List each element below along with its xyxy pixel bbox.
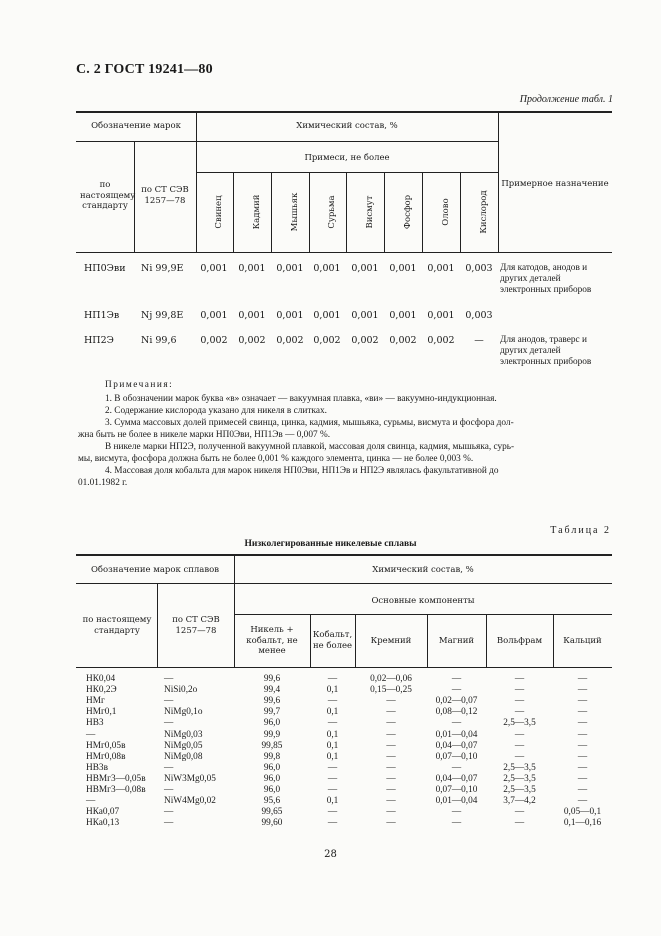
t2-row-value: — [386,730,396,740]
t1-row-value: 0,001 [276,263,304,274]
t2-row-value: 0,1 [326,796,339,806]
t1-col-chem: Химический состав, % [296,121,398,131]
t2-row-value: — [386,807,396,817]
page-header: С. 2 ГОСТ 19241—80 [76,62,213,77]
t2-row-value: 99,4 [263,685,281,695]
table2-caption: Таблица 2 [550,525,611,536]
t2-row-value: — [164,718,174,728]
t1-row-value: 0,001 [313,263,341,274]
note-line-1: 1. В обозначении марок буква «в» означает — вакуумная плавка, «ви» — вакуумно-индукционная. [105,394,497,404]
t2-row-value: — [577,774,588,784]
t1-row-value: 0,003 [465,263,493,274]
t2-row-value: — [514,707,525,717]
t2-row-value: NiMg0,08 [164,752,203,762]
t2-row-value: — [386,818,396,828]
t2-row-value: — [327,818,338,828]
page-number: 28 [324,849,337,860]
notes-title: Примечания: [105,380,174,390]
t2-row-value: 2,5—3,5 [503,785,536,795]
t2-row-value: — [577,707,588,717]
t2-row-value: — [577,685,588,695]
t2-row-mark: НМг0,1 [86,707,117,717]
t2-row-value: 99,85 [261,741,283,751]
t2-row-value: NiSi0,2o [164,685,198,695]
t1-el-2: Мышьяк [290,192,300,232]
t1-row-value: 0,001 [313,310,341,321]
t2-row-mark: НКа0,07 [86,807,120,817]
t1-row-value: 0,001 [427,310,455,321]
t1-row-value: 0,001 [351,263,379,274]
t2-row-value: — [164,696,174,706]
t2-row-mark: НК0,2Э [86,685,117,695]
t2-comp-4: Вольфрам [496,636,543,646]
t2-row-value: 0,1 [326,741,339,751]
t2-row-value: — [386,718,396,728]
t2-row-value: — [164,763,174,773]
t2-row-value: 0,07—0,10 [435,785,478,795]
t2-row-mark: НМг0,05в [86,741,126,751]
t2-row-value: 96,0 [263,774,281,784]
t2-row-value: — [386,785,396,795]
t2-row-mark: НВМг3—0,08в [86,785,146,795]
t2-row-value: — [164,807,174,817]
t2-row-value: — [514,674,525,684]
t2-row-value: 99,65 [261,807,283,817]
t2-row-value: — [577,796,588,806]
t2-row-value: — [451,718,462,728]
t2-row-value: — [327,763,338,773]
t1-row-st: Ni 99,6 [141,335,177,346]
t2-row-value: 0,1 [326,707,339,717]
t2-row-value: — [386,752,396,762]
t2-row-value: — [386,774,396,784]
t1-row-st: Nj 99,8E [141,310,184,321]
t2-row-value: — [577,696,588,706]
t1-row-value: 0,002 [351,335,379,346]
t2-row-value: — [577,741,588,751]
t2-comp-2: Кремний [370,636,412,646]
t2-row-value: 0,08—0,12 [435,707,478,717]
t2-row-value: — [386,707,396,717]
t2-row-value: 0,04—0,07 [435,741,478,751]
table2-title: Низколегированные никелевые сплавы [244,539,417,549]
t2-row-value: 0,1 [326,752,339,762]
t2-row-value: — [577,674,588,684]
t2-row-value: 2,5—3,5 [503,774,536,784]
t1-el-5: Фосфор [403,194,413,230]
t1-el-6: Олово [441,198,451,226]
t1-el-3: Сурьма [327,195,337,229]
t1-row-value: 0,002 [238,335,266,346]
t2-row-value: 99,60 [261,818,283,828]
t1-row-value: 0,001 [351,310,379,321]
t2-row-value: — [451,807,462,817]
t2-row-value: 99,8 [263,752,281,762]
t1-row-purpose: Для катодов, анодов и других деталей электронных приборов [500,263,592,295]
continuation-label: Продолжение табл. 1 [519,94,613,105]
t1-row-value: — [474,335,484,346]
t2-row-value: — [514,741,525,751]
t2-row-mark: НК0,04 [86,674,116,684]
t2-row-mark: НКа0,13 [86,818,120,828]
t1-row-value: 0,001 [238,263,266,274]
t2-row-value: 0,02—0,06 [370,674,412,684]
t1-row-mark: НП1Эв [84,310,120,321]
t1-col-purpose: Примерное назначение [501,179,609,189]
t2-row-value: — [514,696,525,706]
t2-row-value: 0,1 [326,685,339,695]
t2-col-marks: Обозначение марок сплавов [90,565,220,575]
t2-comp-1: Кобальт, не более [312,630,353,651]
t2-row-value: 0,05—0,1 [563,807,602,817]
t2-row-value: — [327,674,338,684]
t2-row-value: — [164,674,174,684]
t2-row-value: — [164,785,174,795]
t2-row-value: — [514,807,525,817]
t1-row-value: 0,002 [427,335,455,346]
t2-col-main: Основные компоненты [371,596,475,606]
t2-row-value: 99,6 [263,696,281,706]
t2-row-value: NiMg0,03 [164,730,203,740]
note-line-4: жна быть не более в никеле марки НП0Эви, НП1Эв — 0,007 %. [78,430,331,440]
t2-row-value: 99,6 [263,674,281,684]
t1-row-value: 0,001 [389,310,417,321]
t2-row-value: 99,7 [263,707,281,717]
t2-row-value: 0,07—0,10 [435,752,478,762]
t2-row-value: — [577,785,588,795]
t2-row-value: 0,04—0,07 [435,774,478,784]
t1-col-marks: Обозначение марок [91,121,181,131]
t1-row-purpose: Для анодов, траверс и других деталей электронных приборов [500,335,592,367]
t1-row-value: 0,002 [200,335,228,346]
t2-col-chem: Химический состав, % [372,565,474,575]
t2-row-value: — [164,818,174,828]
t1-row-value: 0,001 [200,310,228,321]
t2-row-value: 0,01—0,04 [435,796,478,806]
t1-el-4: Висмут [365,195,375,229]
t2-row-value: 0,1 [326,730,339,740]
t1-row-value: 0,001 [389,263,417,274]
t2-comp-0: Никель + кобальт, не менее [246,625,298,656]
t2-row-value: NiW3Mg0,05 [164,774,216,784]
t2-row-value: — [514,818,525,828]
t1-row-value: 0,003 [465,310,493,321]
t1-row-mark: НП2Э [84,335,114,346]
t2-row-value: 2,5—3,5 [503,763,536,773]
t2-row-value: 2,5—3,5 [503,718,536,728]
t2-row-value: — [514,730,525,740]
t1-row-value: 0,002 [276,335,304,346]
t2-row-value: — [577,763,588,773]
t2-row-value: — [386,763,396,773]
t2-row-value: 96,0 [263,785,281,795]
t1-row-st: Ni 99,9E [141,263,184,274]
t2-row-value: 0,01—0,04 [435,730,478,740]
t2-row-value: — [327,785,338,795]
note-line-8: 01.01.1982 г. [78,478,128,488]
t1-row-value: 0,002 [313,335,341,346]
t2-row-value: — [386,796,396,806]
t2-row-mark: НМг [86,696,105,706]
t2-row-value: 0,02—0,07 [435,696,478,706]
t2-row-value: — [577,752,588,762]
t1-col-st: по СТ СЭВ 1257—78 [141,185,189,206]
t1-row-value: 0,001 [238,310,266,321]
t2-row-value: NiMg0,1o [164,707,203,717]
t2-row-value: 96,0 [263,718,281,728]
t1-col-impurities: Примеси, не более [304,153,390,163]
t2-comp-3: Магний [438,636,475,646]
note-line-7: 4. Массовая доля кобальта для марок никеля НП0Эви, НП1Эв и НП2Э являлась факультативной до [105,466,499,476]
t2-col-current: по настоящему стандарту [82,615,152,636]
t1-row-value: 0,001 [200,263,228,274]
t2-row-value: — [327,718,338,728]
note-line-2: 2. Содержание кислорода указано для никеля в слитках. [105,406,327,416]
t2-row-mark: — [86,796,96,806]
note-line-3: 3. Сумма массовых долей примесей свинца, цинка, кадмия, мышьяка, сурьмы, висмута и фосфора дол- [105,418,514,428]
t2-row-value: 3,7—4,2 [503,796,536,806]
t2-row-value: — [451,674,462,684]
t1-row-mark: НП0Эви [84,263,126,274]
note-line-6: мы, висмута, фосфора должна быть не более 0,001 % каждого элемента, цинка — не более 0,003 %. [78,454,474,464]
t2-row-value: — [451,818,462,828]
t2-row-value: — [514,685,525,695]
t2-row-value: NiW4Mg0,02 [164,796,216,806]
t2-row-mark: НВ3в [86,763,108,773]
t2-row-value: 95,6 [263,796,281,806]
t2-row-value: 96,0 [263,763,281,773]
t2-row-value: — [514,752,525,762]
t1-el-7: Кислород [479,190,489,234]
t2-row-value: — [327,774,338,784]
t1-el-0: Свинец [214,195,224,229]
t2-row-value: — [577,730,588,740]
t2-col-st: по СТ СЭВ 1257—78 [172,615,220,636]
t2-row-value: — [577,718,588,728]
t2-row-mark: НВ3 [86,718,104,728]
t1-row-value: 0,001 [427,263,455,274]
t2-row-value: 0,1—0,16 [563,818,602,828]
t1-row-value: 0,001 [276,310,304,321]
t2-row-value: — [451,685,462,695]
note-line-5: В никеле марки НП2Э, полученной вакуумной плавкой, массовая доля свинца, кадмия, мышьяка, сурь- [105,442,515,452]
t2-row-value: 0,15—0,25 [370,685,412,695]
t2-row-mark: — [86,730,96,740]
t1-row-value: 0,002 [389,335,417,346]
t2-row-value: — [451,763,462,773]
t2-row-value: — [386,696,396,706]
t2-comp-5: Кальций [563,636,602,646]
t2-row-value: — [327,696,338,706]
t1-col-current: по настоящему стандарту [80,180,136,211]
t2-row-mark: НМг0,08в [86,752,126,762]
t2-row-value: — [386,741,396,751]
t1-el-1: Кадмий [252,194,262,230]
t2-row-mark: НВМг3—0,05в [86,774,146,784]
t2-row-value: 99,9 [263,730,281,740]
t2-row-value: — [327,807,338,817]
t2-row-value: NiMg0,05 [164,741,203,751]
